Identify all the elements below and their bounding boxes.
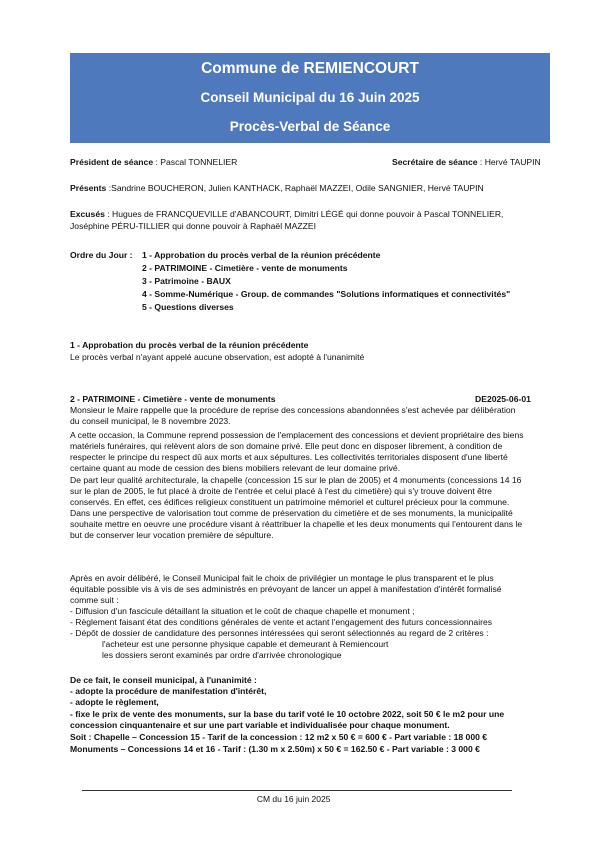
body-line: Monsieur le Maire rappelle que la procédure de reprise des concessions abandonnées s'est achevée par délibération [70, 405, 516, 415]
criterion-item: les dossiers seront examinés par ordre d'arrivée chronologique [102, 650, 342, 660]
section2-title: 2 - PATRIMOINE - Cimetière - vente de monuments [70, 394, 276, 404]
footer-divider [82, 790, 512, 791]
minutes-title: Procès-Verbal de Séance [229, 119, 391, 134]
secretary-label: Secrétaire de séance [392, 157, 478, 167]
agenda-item: 2 - PATRIMOINE - Cimetière - vente de monuments [142, 263, 348, 273]
excuses-line [70, 209, 503, 220]
decision-line: Soit : Chapelle – Concession 15 - Tarif de la concession : 12 m2 x 50 € = 600 € - Part variable : 18 000 € [70, 732, 488, 742]
body-line: souhaite mettre en oeuvre une procédure visant à réattribuer la chapelle et les deux monuments qui l'entourent dans le [70, 519, 523, 529]
decision-line: - adopte le règlement, [70, 697, 159, 707]
council-title: Conseil Municipal du 16 Juin 2025 [200, 90, 420, 105]
body-line: conservés. En effet, ces édifices religieux constituent un patrimoine mémoriel et culturel précieux pour la commune. [70, 497, 510, 507]
decision-line: - fixe le prix de vente des monuments, sur la base du tarif voté le 10 octobre 2022, soit 50 € le m2 pour une [70, 709, 505, 719]
page-footer: CM du 16 juin 2025 [256, 794, 331, 804]
presents-value: :Sandrine BOUCHERON, Julien KANTHACK, Raphaël MAZZEI, Odile SANGNIER, Hervé TAUPIN [106, 183, 484, 193]
body-line: A cette occasion, la Commune reprend possession de l'emplacement des concessions et devient propriétaire des biens [70, 430, 524, 440]
agenda-item: 5 - Questions diverses [142, 302, 234, 312]
deliberation-ref: DE2025-06-01 [475, 394, 531, 404]
section1-title: 1 - Approbation du procès verbal de la réunion précédente [70, 340, 309, 350]
list-item: - Dépôt de dossier de candidature des personnes intéressées qui seront sélectionnés au regard de 2 critères : [70, 628, 489, 638]
excuses-value: : Hugues de FRANCQUEVILLE d'ABANCOURT, Dimitri LÉGÉ qui donne pouvoir à Pascal TONNELIER, [104, 209, 504, 219]
president-value: : Pascal TONNELIER [153, 157, 238, 167]
body-line: certaine quant au mode de cession des biens mobiliers relevant de leur domaine privé. [70, 463, 401, 473]
agenda-item: 4 - Somme-Numérique - Group. de commandes "Solutions informatiques et connectivités" [142, 289, 511, 299]
commune-title: Commune de REMIENCOURT [201, 60, 419, 77]
agenda-label: Ordre du Jour : [70, 250, 133, 260]
section1-text: Le procès verbal n'ayant appelé aucune observation, est adopté à l'unanimité [70, 352, 365, 362]
body-line: Dans une perspective de valorisation tout comme de préservation du cimetière et de ses monuments, la municipalité [70, 508, 513, 518]
decision-line: concession cinquantenaire et sur une part variable et individualisée pour chaque monument. [70, 720, 450, 730]
excuses-label: Excusés [70, 209, 105, 219]
decision-line: De ce fait, le conseil municipal, à l'unanimité : [70, 675, 257, 685]
president-label: Président de séance [70, 157, 154, 167]
body-line: respecter le principe du respect dû aux morts et aux sépultures. Les collectivités territoriales disposent d'une liberté [70, 452, 508, 462]
body-line: matériels funéraires, qui relèvent alors de son domaine privé. Elle peut donc en disposer librement, à condition de [70, 441, 503, 451]
decision-line: - adopte la procédure de manifestation d'intérêt, [70, 686, 267, 696]
list-item: - Diffusion d'un fascicule détaillant la situation et le coût de chaque chapelle et monument ; [70, 606, 415, 616]
president-line [70, 157, 237, 168]
body-line: sur le plan de 2005, le fut placé à droite de l'entrée et celui placé à l'est du cimetière) qui s'y trouve doivent être [70, 486, 492, 496]
secretary-value: : Hervé TAUPIN [477, 157, 541, 167]
body-line: De part leur qualité architecturale, la chapelle (concession 15 sur le plan de 2005) et 4 monuments (concessions 14 16 [70, 475, 522, 485]
secretary-line [392, 157, 541, 168]
presents-label: Présents [70, 183, 107, 193]
agenda-item: 3 - Patrimoine - BAUX [142, 276, 231, 286]
criterion-item: l'acheteur est une personne physique capable et demeurant à Remiencourt [102, 639, 389, 649]
title-banner [70, 53, 550, 143]
excuses-line-2: Joséphine PÉRU-TILLIER qui donne pouvoir à Raphaël MAZZEI [70, 221, 317, 231]
presents-line [70, 183, 484, 194]
decision-line: Monuments – Concessions 14 et 16 - Tarif : (1.30 m x 2.50m) x 50 € = 162.50 € - Part variable : 3 000 € [70, 744, 480, 754]
body-line: du conseil municipal, le 8 novembre 2023. [70, 416, 231, 426]
body-line: Après en avoir délibéré, le Conseil Municipal fait le choix de privilégier un montage le plus transparent et le plus [70, 573, 494, 583]
body-line: comme suit : [70, 595, 119, 605]
body-line: but de conserver leur vocation première de sépulture. [70, 530, 274, 540]
agenda-item: 1 - Approbation du procès verbal de la réunion précédente [142, 250, 381, 260]
list-item: - Règlement faisant état des conditions générales de vente et actant l'engagement des futurs concessionnaires [70, 617, 493, 627]
body-line: équitable possible vis à vis de ses administrés en prévoyant de lancer un appel à manifestation d'intérêt formalisé [70, 584, 502, 594]
